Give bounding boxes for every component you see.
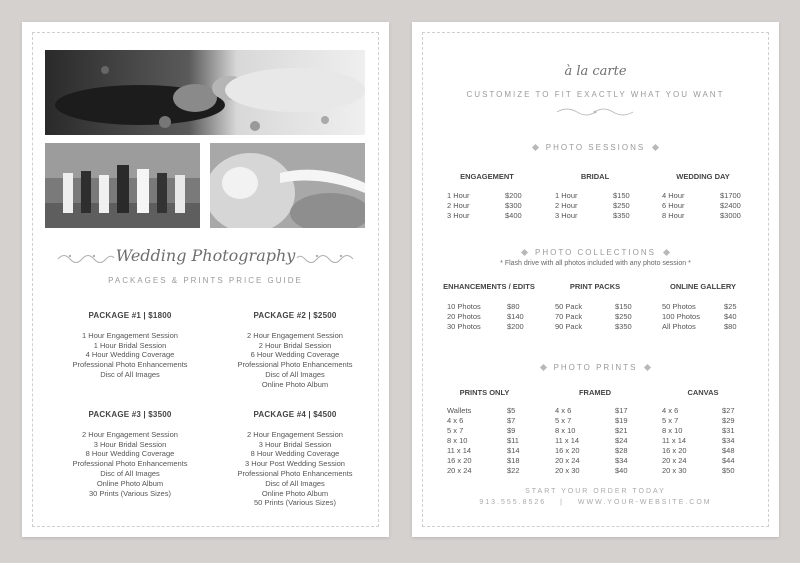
separator: | xyxy=(560,499,564,506)
diamond-icon xyxy=(652,144,659,151)
package-item: 50 Prints (Various Sizes) xyxy=(254,498,336,508)
photo-collections-heading: PHOTO COLLECTIONS xyxy=(412,248,779,257)
wedding-party-photo xyxy=(45,143,200,228)
price-row: 10 Photos $80 xyxy=(447,302,520,311)
phone-number: 913.555.8526 xyxy=(479,499,547,506)
diamond-icon xyxy=(521,249,528,256)
price-row: 8 x 10 $31 xyxy=(662,426,735,435)
price-row: 70 Pack $250 xyxy=(555,312,632,321)
wedding-day-heading: WEDDING DAY xyxy=(676,172,730,181)
framed-heading: FRAMED xyxy=(578,388,612,397)
price-row: 20 Photos $140 xyxy=(447,312,524,321)
price-row: 30 Photos $200 xyxy=(447,322,524,331)
price-row: 2 Hour $300 xyxy=(447,201,522,210)
canvas-heading: CANVAS xyxy=(687,388,719,397)
package-item: Disc of All Images xyxy=(265,369,325,379)
price-row: 11 x 14 $34 xyxy=(662,436,735,445)
enhancements-prices xyxy=(447,302,527,332)
package-item: 3 Hour Bridal Session xyxy=(258,439,332,449)
price-row: 4 x 6 $27 xyxy=(662,406,735,415)
price-row: 4 x 6 $7 xyxy=(447,416,516,425)
contact-line xyxy=(412,499,779,506)
bridal-heading: BRIDAL xyxy=(580,172,610,181)
engagement-prices xyxy=(447,191,527,221)
package-title: PACKAGE #3 | $3500 xyxy=(88,410,172,419)
package-item: Disc of All Images xyxy=(265,478,325,488)
package-item: Professional Photo Enhancements xyxy=(72,459,188,469)
package-title: PACKAGE #1 | $1800 xyxy=(88,311,172,320)
package-item: 3 Hour Bridal Session xyxy=(93,439,167,449)
package-item: 3 Hour Post Wedding Session xyxy=(245,459,345,469)
website-link[interactable]: WWW.YOUR-WEBSITE.COM xyxy=(577,499,712,506)
price-row: 3 Hour $350 xyxy=(555,211,630,220)
price-row: 16 x 20 $48 xyxy=(662,446,735,455)
a-la-carte-subtitle: CUSTOMIZE TO FIT EXACTLY WHAT YOU WANT xyxy=(466,90,725,99)
package-item: 4 Hour Wedding Coverage xyxy=(85,350,175,360)
diamond-icon xyxy=(644,364,651,371)
prints-only-prices xyxy=(447,406,527,476)
price-row: 1 Hour $150 xyxy=(555,191,630,200)
package-item: 8 Hour Wedding Coverage xyxy=(250,449,340,459)
a-la-carte-title: à la carte xyxy=(564,64,627,79)
prints-only-heading: PRINTS ONLY xyxy=(459,388,510,397)
bridal-detail-photo xyxy=(210,143,365,228)
package-item: 30 Prints (Various Sizes) xyxy=(89,488,171,498)
print-packs-heading: PRINT PACKS xyxy=(569,282,621,291)
price-row: 8 x 10 $21 xyxy=(555,426,628,435)
price-row: 50 Pack $150 xyxy=(555,302,632,311)
price-row: 50 Photos $25 xyxy=(662,302,737,311)
canvas-prices xyxy=(662,406,752,476)
price-row: 20 x 24 $34 xyxy=(555,456,628,465)
price-row: 20 x 30 $50 xyxy=(662,466,735,475)
engagement-heading: ENGAGEMENT xyxy=(460,172,514,181)
framed-prices xyxy=(555,406,635,476)
package-2 xyxy=(220,311,370,390)
couple-lying-photo xyxy=(45,50,365,135)
a-la-carte-page xyxy=(412,22,779,537)
package-item: Online Photo Album xyxy=(261,379,329,389)
package-item: 6 Hour Wedding Coverage xyxy=(250,350,340,360)
wedding-day-prices xyxy=(662,191,752,221)
package-item: Professional Photo Enhancements xyxy=(72,360,188,370)
price-row: 2 Hour $250 xyxy=(555,201,630,210)
price-row: 16 x 20 $28 xyxy=(555,446,628,455)
package-item: 2 Hour Engagement Session xyxy=(247,330,343,340)
package-4 xyxy=(220,410,370,508)
center-flourish-ornament xyxy=(555,106,635,118)
price-row: 20 x 24 $22 xyxy=(447,466,520,475)
package-item: 2 Hour Bridal Session xyxy=(258,340,332,350)
price-row: 5 x 7 $9 xyxy=(447,426,516,435)
photo-prints-heading: PHOTO PRINTS xyxy=(412,363,779,372)
page-subtitle: PACKAGES & PRINTS PRICE GUIDE xyxy=(108,276,303,285)
package-item: Disc of All Images xyxy=(100,468,160,478)
price-row: 3 Hour $400 xyxy=(447,211,522,220)
package-item: 1 Hour Bridal Session xyxy=(93,340,167,350)
diamond-icon xyxy=(532,144,539,151)
package-item: Professional Photo Enhancements xyxy=(237,468,353,478)
price-row: 8 Hour $3000 xyxy=(662,211,741,220)
online-gallery-heading: ONLINE GALLERY xyxy=(670,282,736,291)
price-row: 4 x 6 $17 xyxy=(555,406,628,415)
enhancements-heading: ENHANCEMENTS / EDITS xyxy=(443,282,535,291)
online-gallery-prices xyxy=(662,302,752,332)
diamond-icon xyxy=(663,249,670,256)
price-row: 1 Hour $200 xyxy=(447,191,522,200)
price-row: 100 Photos $40 xyxy=(662,312,737,321)
package-item: Online Photo Album xyxy=(96,478,164,488)
price-row: 20 x 30 $40 xyxy=(555,466,628,475)
price-guide-page xyxy=(22,22,389,537)
price-row: 90 Pack $350 xyxy=(555,322,632,331)
price-row: 11 x 14 $24 xyxy=(555,436,628,445)
package-item: 8 Hour Wedding Coverage xyxy=(85,449,175,459)
package-item: 2 Hour Engagement Session xyxy=(247,429,343,439)
price-row: Wallets $5 xyxy=(447,406,516,415)
package-item: Online Photo Album xyxy=(261,488,329,498)
package-item: Professional Photo Enhancements xyxy=(237,360,353,370)
package-3 xyxy=(55,410,205,498)
order-cta: START YOUR ORDER TODAY xyxy=(525,488,666,495)
package-title: PACKAGE #2 | $2500 xyxy=(253,311,337,320)
package-item: 1 Hour Engagement Session xyxy=(82,330,178,340)
package-item: Disc of All Images xyxy=(100,369,160,379)
price-row: 20 x 24 $44 xyxy=(662,456,735,465)
price-row: 8 x 10 $11 xyxy=(447,436,519,445)
photo-sessions-heading: PHOTO SESSIONS xyxy=(412,143,779,152)
page-title: Wedding Photography xyxy=(115,246,296,265)
print-packs-prices xyxy=(555,302,635,332)
price-row: 11 x 14 $14 xyxy=(447,446,520,455)
flash-drive-note: * Flash drive with all photos included with any photo session * xyxy=(500,260,691,267)
package-1 xyxy=(55,311,205,380)
package-item: 2 Hour Engagement Session xyxy=(82,429,178,439)
price-row: 6 Hour $2400 xyxy=(662,201,741,210)
price-row: 16 x 20 $18 xyxy=(447,456,520,465)
price-row: 5 x 7 $19 xyxy=(555,416,628,425)
price-row: All Photos $80 xyxy=(662,322,737,331)
diamond-icon xyxy=(540,364,547,371)
price-row: 4 Hour $1700 xyxy=(662,191,741,200)
bridal-prices xyxy=(555,191,635,221)
price-row: 5 x 7 $29 xyxy=(662,416,735,425)
package-title: PACKAGE #4 | $4500 xyxy=(253,410,337,419)
